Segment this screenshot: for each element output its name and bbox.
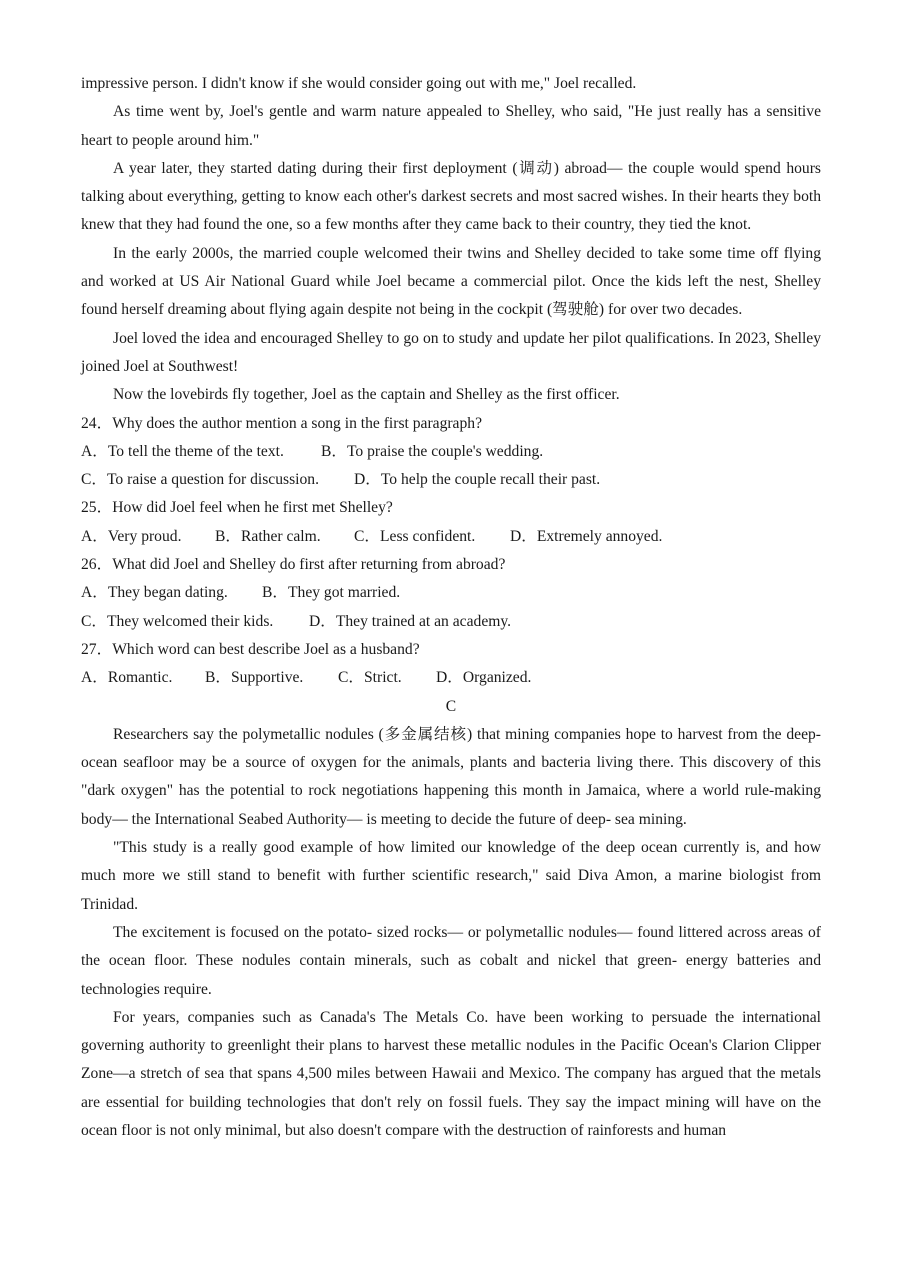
option-26-b: B．They got married. bbox=[262, 584, 401, 602]
question-26-stem: 26．What did Joel and Shelley do first after returning from abroad? bbox=[81, 556, 506, 574]
option-24-c: C．To raise a question for discussion. bbox=[81, 471, 319, 489]
paragraph-c-2: "This study is a really good example of how limited our knowledge of the deep ocean currently is, and how much more we still stand to benefit with further scientific research," said Diva Amon, a marine biologist from Trinidad. bbox=[81, 839, 821, 913]
paragraph-b-0: impressive person. I didn't know if she would consider going out with me," Joel recalled. bbox=[81, 75, 637, 92]
document-page bbox=[81, 70, 821, 1145]
option-24-d: D．To help the couple recall their past. bbox=[354, 471, 601, 489]
question-24-options-row-1 bbox=[81, 438, 821, 466]
option-25-c: C．Less confident. bbox=[354, 527, 476, 545]
option-26-a: A．They began dating. bbox=[81, 584, 228, 602]
option-24-a: A．To tell the theme of the text. bbox=[81, 442, 284, 460]
section-c-heading: C bbox=[445, 697, 457, 715]
question-25-options-row-1 bbox=[81, 523, 821, 551]
question-25-stem: 25．How did Joel feel when he first met Shelley? bbox=[81, 499, 393, 517]
option-25-d: D．Extremely annoyed. bbox=[510, 527, 663, 545]
question-24-options-row-2 bbox=[81, 466, 821, 494]
option-26-d: D．They trained at an academy. bbox=[309, 612, 512, 630]
question-26-options-row-2 bbox=[81, 608, 821, 636]
paragraph-c-4: For years, companies such as Canada's The Metals Co. have been working to persuade the international governing authority to greenlight their plans to harvest these metallic nodules in the Pacific Ocean's Clarion Clipper Zone—a stretch of sea that spans 4,500 miles between Hawaii and Mexico. The company has argued that the metals are essential for building technologies that don't rely on fossil fuels. They say the impact mining will have on the ocean floor is not only minimal, but also doesn't compare with the destruction of rainforests and human bbox=[81, 1008, 821, 1139]
paragraph-c-3: The excitement is focused on the potato- sized rocks— or polymetallic nodules— found littered across areas of the ocean floor. These nodules contain minerals, such as cobalt and nickel that green- energy batteries and technologies require. bbox=[81, 923, 821, 998]
paragraph-c-1: Researchers say the polymetallic nodules (多金属结核) that mining companies hope to harvest from the deep-ocean seafloor may be a source of oxygen for the animals, plants and bacteria living there. This discovery of this "dark oxygen" has the potential to rock negotiations happening this month in Jamaica, where a world rule-making body— the International Seabed Authority— is meeting to decide the future of deep- sea mining. bbox=[81, 725, 821, 828]
paragraph-b-2: A year later, they started dating during their first deployment (调动) abroad— the couple would spend hours talking about everything, getting to know each other's darkest secrets and most sacred wishes. In their hearts they both knew that they had found the one, so a few months after they came back to their country, they tied the knot. bbox=[81, 159, 821, 234]
paragraph-b-3: In the early 2000s, the married couple welcomed their twins and Shelley decided to take some time off flying and worked at US Air National Guard while Joel became a commercial pilot. Once the kids left the nest, Shelley found herself dreaming about flying again despite not being in the cockpit (驾驶舱) for over two decades. bbox=[81, 244, 821, 319]
option-24-b: B．To praise the couple's wedding. bbox=[321, 442, 544, 460]
question-26-options-row-1 bbox=[81, 579, 821, 607]
option-25-a: A．Very proud. bbox=[81, 527, 182, 545]
question-27-stem: 27．Which word can best describe Joel as a husband? bbox=[81, 640, 420, 658]
option-27-b: B．Supportive. bbox=[205, 669, 304, 687]
question-24-stem: 24．Why does the author mention a song in the first paragraph? bbox=[81, 414, 482, 432]
option-27-a: A．Romantic. bbox=[81, 669, 173, 687]
paragraph-b-4: Joel loved the idea and encouraged Shelley to go on to study and update her pilot qualifications. In 2023, Shelley joined Joel at Southwest! bbox=[81, 329, 821, 375]
option-26-c: C．They welcomed their kids. bbox=[81, 612, 274, 630]
paragraph-b-1: As time went by, Joel's gentle and warm nature appealed to Shelley, who said, "He just really has a sensitive heart to people around him." bbox=[81, 103, 821, 149]
option-27-c: C．Strict. bbox=[338, 669, 402, 687]
question-27-options-row-1 bbox=[81, 664, 821, 692]
paragraph-b-5: Now the lovebirds fly together, Joel as the captain and Shelley as the first officer. bbox=[113, 386, 620, 404]
option-25-b: B．Rather calm. bbox=[215, 527, 321, 545]
option-27-d: D．Organized. bbox=[436, 669, 532, 687]
